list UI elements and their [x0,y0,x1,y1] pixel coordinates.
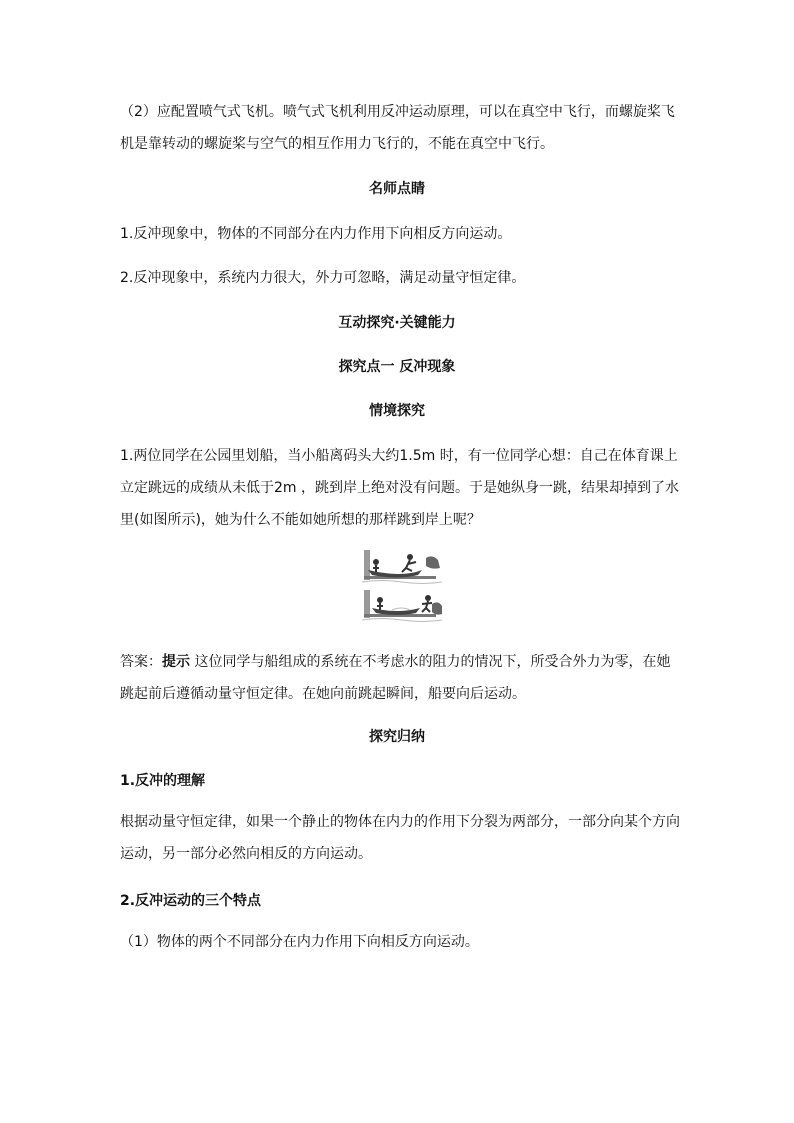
answer-hint-label: 提示 [162,654,190,670]
heading-understand: 1.反冲的理解 [120,773,206,789]
question-line-3: 里(如图所示)，她为什么不能如她所想的那样跳到岸上呢？ [120,512,481,528]
heading-point: 探究点一 反冲现象 [338,359,456,375]
answer-prefix: 答案： [120,654,162,670]
heading-features: 2.反冲运动的三个特点 [120,893,262,909]
tip-item-2: 2.反冲现象中，系统内力很大，外力可忽略，满足动量守恒定律。 [120,270,526,286]
paragraph-engine-line-1: （2）应配置喷气式飞机。喷气式飞机利用反冲运动原理，可以在真空中飞行，而螺旋桨飞 [120,104,675,120]
answer-line-1 [120,646,680,678]
heading-section: 互动探究·关键能力 [338,315,456,331]
heading-summary: 探究归纳 [369,729,425,745]
heading-scenario: 情境探究 [369,403,425,419]
answer-line-2: 跳起前后遵循动量守恒定律。在她向前跳起瞬间，船要向后运动。 [120,686,526,702]
question-line-1: 1.两位同学在公园里划船，当小船离码头大约1.5m 时，有一位同学心想：自己在体育课上 [120,448,678,464]
paragraph-engine-line-2: 机是靠转动的螺旋桨与空气的相互作用力飞行的，不能在真空中飞行。 [120,136,554,152]
heading-tips: 名师点睛 [369,181,425,197]
feature-item-1: （1）物体的两个不同部分在内力作用下向相反方向运动。 [120,934,479,950]
understand-line-2: 运动，另一部分必然向相反的方向运动。 [120,846,372,862]
answer-line-1-text: 这位同学与船组成的系统在不考虑水的阻力的情况下，所受合外力为零，在她 [190,654,671,670]
question-line-2: 立定跳远的成绩从未低于2m ，跳到岸上绝对没有问题。于是她纵身一跳，结果却掉到了水 [120,480,679,496]
tip-item-1: 1.反冲现象中，物体的不同部分在内力作用下向相反方向运动。 [120,226,512,242]
understand-line-1: 根据动量守恒定律，如果一个静止的物体在内力的作用下分裂为两部分，一部分向某个方向 [120,814,680,830]
boat-jump-illustration [362,548,444,622]
